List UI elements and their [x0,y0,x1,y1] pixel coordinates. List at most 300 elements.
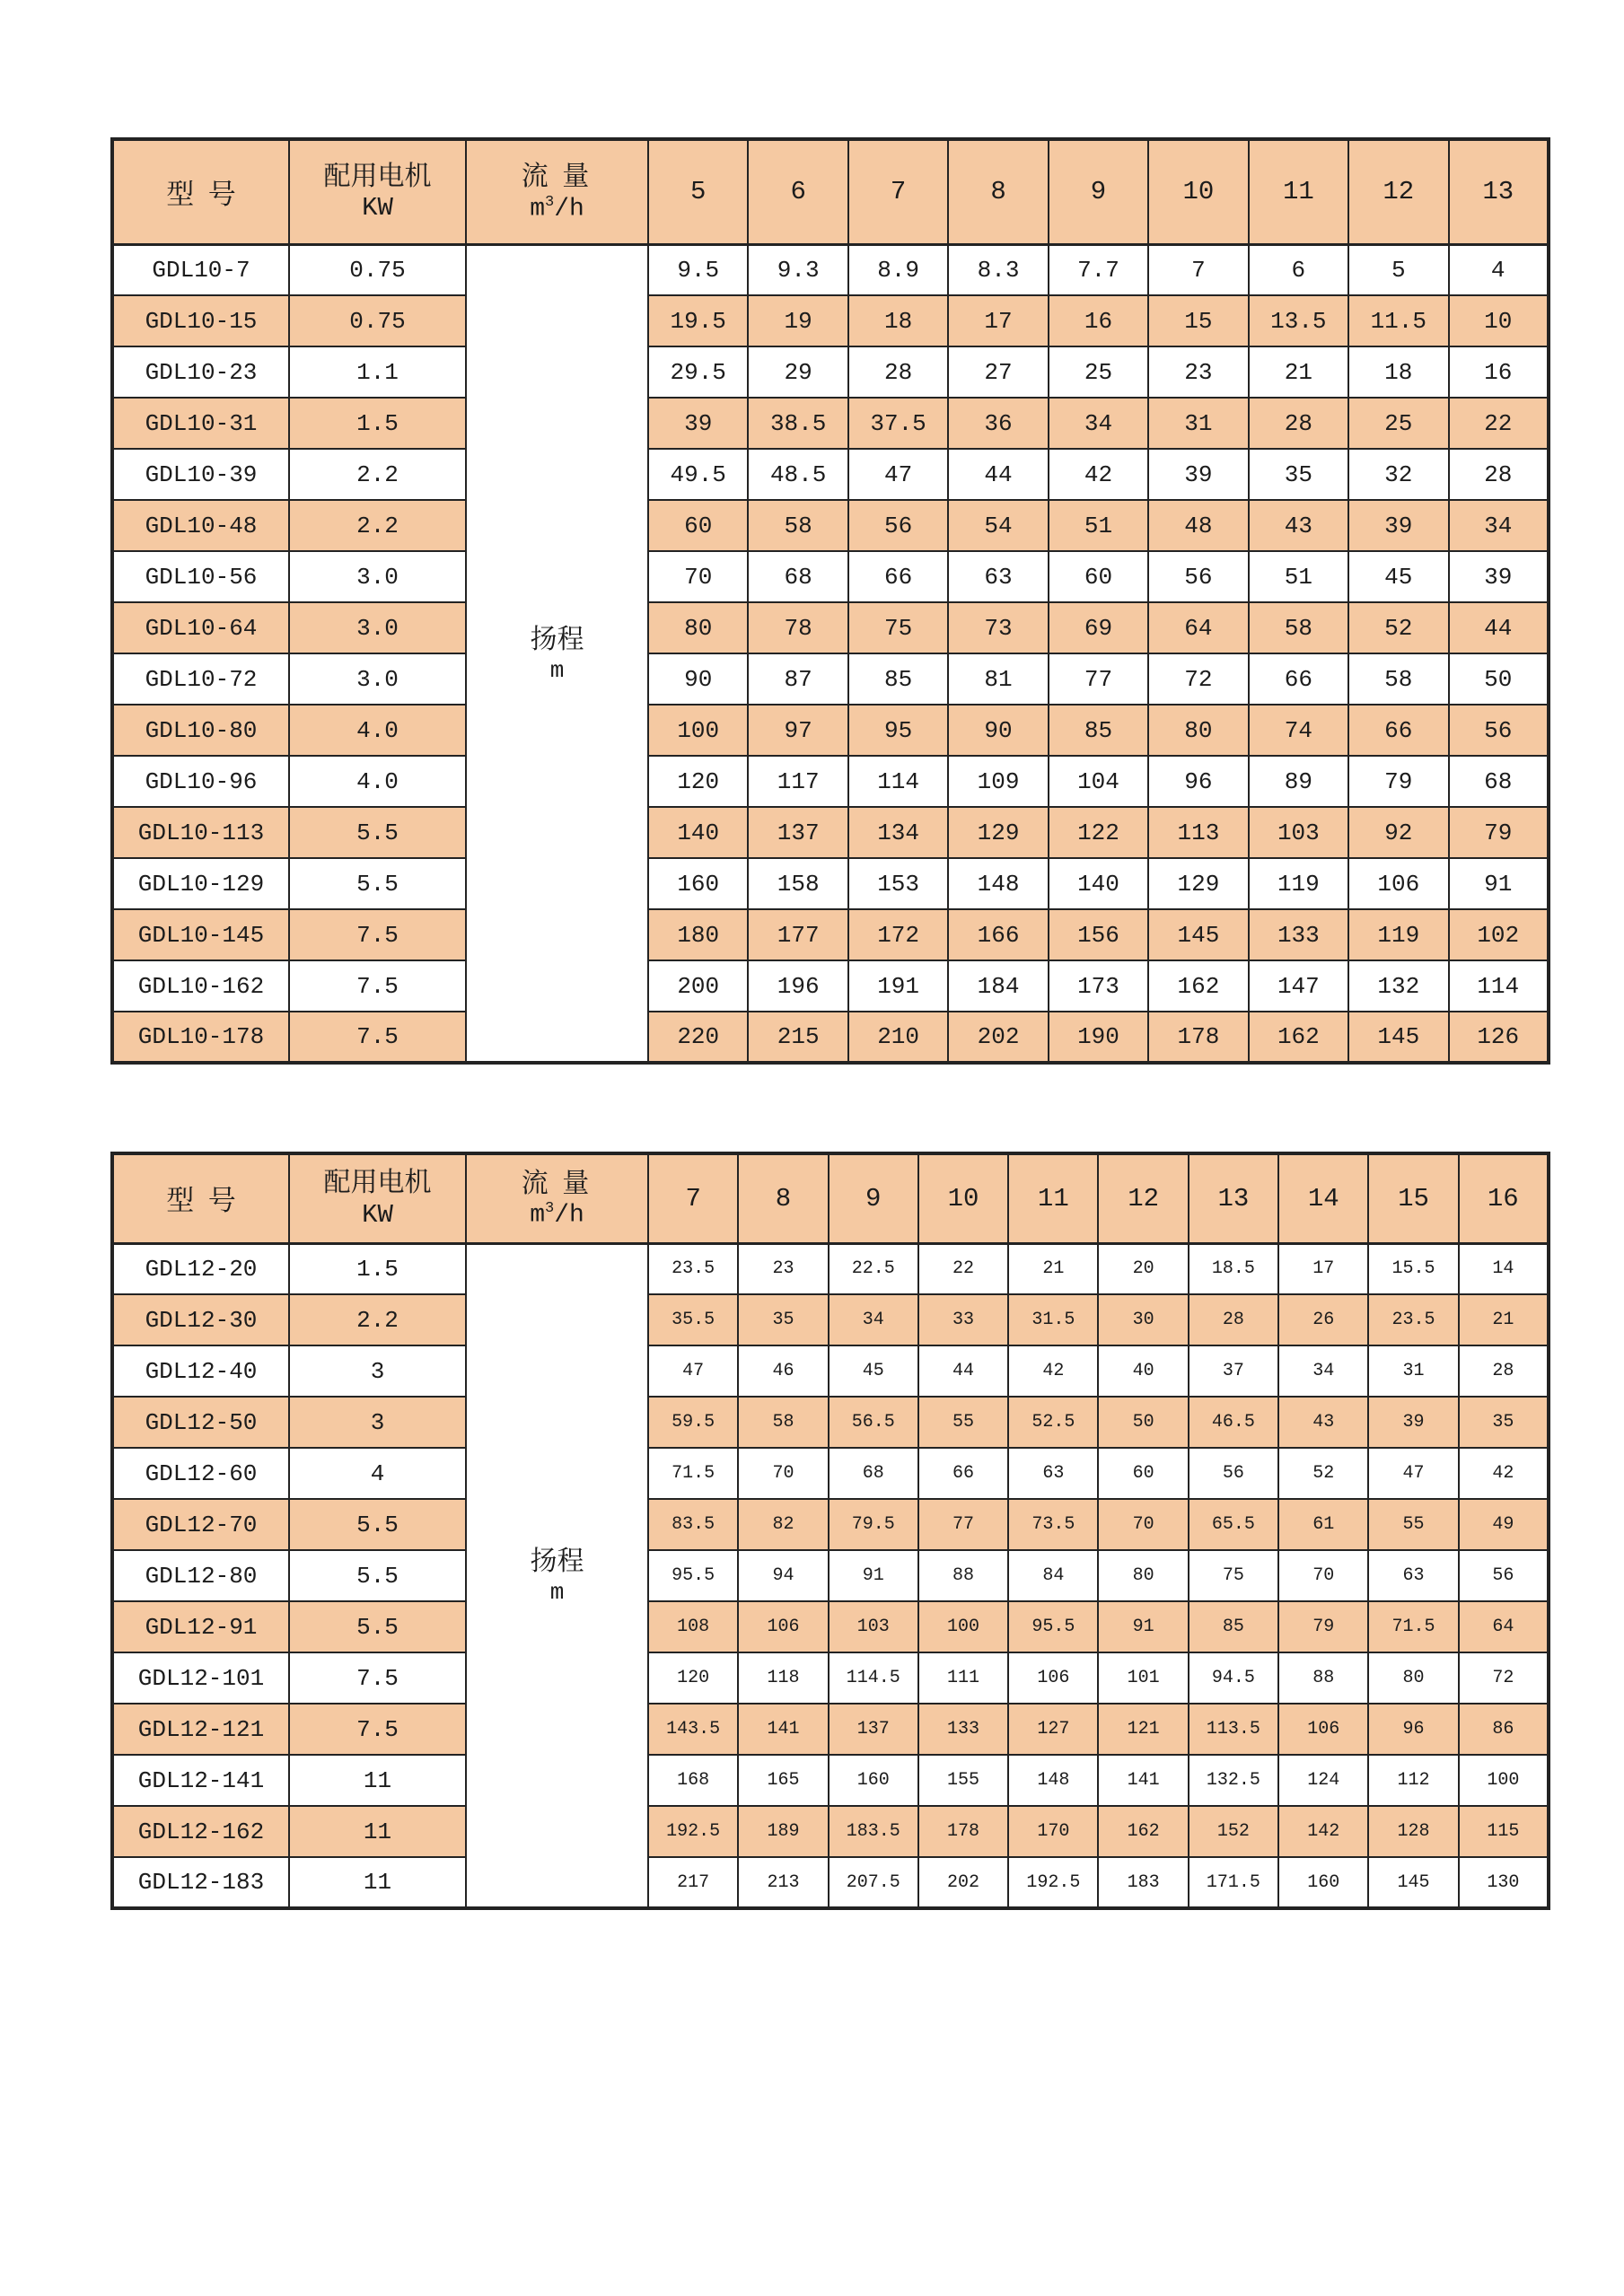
head-value-cell: 106 [1348,858,1448,909]
head-value-cell: 58 [738,1397,828,1448]
head-value-cell: 33 [918,1294,1008,1345]
head-value-cell: 64 [1148,602,1248,653]
head-value-cell: 75 [848,602,948,653]
head-value-cell: 25 [1049,346,1148,398]
head-value-cell: 160 [829,1755,918,1806]
motor-power-cell: 7.5 [289,1652,466,1704]
head-value-cell: 92 [1348,807,1448,858]
head-value-cell: 18 [848,295,948,346]
table-row [112,858,1549,909]
head-value-cell: 45 [1348,551,1448,602]
head-value-cell: 13.5 [1249,295,1348,346]
head-value-cell: 66 [918,1448,1008,1499]
head-value-cell: 40 [1098,1345,1188,1397]
model-cell: GDL10-7 [112,244,289,295]
table-row [112,1397,1549,1448]
head-value-cell: 106 [738,1601,828,1652]
head-meters-merged-cell [466,244,648,1063]
head-value-cell: 16 [1049,295,1148,346]
flow-value-column-header: 12 [1348,139,1448,244]
head-value-cell: 50 [1098,1397,1188,1448]
head-value-cell: 63 [948,551,1048,602]
head-value-cell: 132 [1348,960,1448,1012]
head-value-cell: 47 [848,449,948,500]
head-value-cell: 28 [1449,449,1549,500]
head-value-cell: 28 [1249,398,1348,449]
head-value-cell: 91 [1098,1601,1188,1652]
table-row [112,1243,1549,1294]
head-value-cell: 63 [1008,1448,1098,1499]
motor-power-cell: 1.5 [289,1243,466,1294]
head-value-cell: 91 [829,1550,918,1601]
head-value-cell: 34 [1278,1345,1368,1397]
flow-value-column-header: 7 [848,139,948,244]
head-value-cell: 124 [1278,1755,1368,1806]
head-value-cell: 91 [1449,858,1549,909]
head-value-cell: 77 [918,1499,1008,1550]
head-value-cell: 47 [648,1345,738,1397]
model-cell: GDL10-162 [112,960,289,1012]
head-value-cell: 48.5 [748,449,847,500]
head-value-cell: 130 [1459,1857,1549,1908]
head-value-cell: 89 [1249,756,1348,807]
table-row [112,1345,1549,1397]
head-value-cell: 133 [1249,909,1348,960]
head-value-cell: 162 [1098,1806,1188,1857]
head-value-cell: 60 [648,500,748,551]
table-row [112,449,1549,500]
head-value-cell: 55 [1368,1499,1458,1550]
head-value-cell: 81 [948,653,1048,705]
head-value-cell: 39 [1449,551,1549,602]
flow-value-column-header: 8 [738,1153,828,1243]
head-value-cell: 95.5 [648,1550,738,1601]
head-value-cell: 56 [1459,1550,1549,1601]
motor-power-cell: 7.5 [289,1704,466,1755]
head-value-cell: 16 [1449,346,1549,398]
head-value-cell: 173 [1049,960,1148,1012]
head-label: 扬程 [530,624,584,654]
head-value-cell: 106 [1008,1652,1098,1704]
head-value-cell: 162 [1249,1012,1348,1063]
head-value-cell: 108 [648,1601,738,1652]
motor-power-unit: KW [362,193,393,223]
motor-power-cell: 3.0 [289,551,466,602]
head-value-cell: 184 [948,960,1048,1012]
head-value-cell: 129 [1148,858,1248,909]
pump-table-gdl12 [110,1152,1550,1910]
head-value-cell: 37.5 [848,398,948,449]
head-value-cell: 42 [1008,1345,1098,1397]
flow-value-column-header: 10 [1148,139,1248,244]
head-value-cell: 70 [648,551,748,602]
head-value-cell: 114 [1449,960,1549,1012]
head-value-cell: 112 [1368,1755,1458,1806]
head-value-cell: 88 [1278,1652,1368,1704]
head-value-cell: 31 [1148,398,1248,449]
head-value-cell: 142 [1278,1806,1368,1857]
head-value-cell: 35 [1249,449,1348,500]
head-value-cell: 141 [738,1704,828,1755]
head-value-cell: 178 [918,1806,1008,1857]
head-value-cell: 82 [738,1499,828,1550]
model-cell: GDL10-145 [112,909,289,960]
head-value-cell: 35.5 [648,1294,738,1345]
head-value-cell: 11.5 [1348,295,1448,346]
head-value-cell: 100 [648,705,748,756]
table-row [112,295,1549,346]
head-value-cell: 191 [848,960,948,1012]
flow-value-column-header: 15 [1368,1153,1458,1243]
table-row [112,1448,1549,1499]
head-value-cell: 77 [1049,653,1148,705]
head-value-cell: 52.5 [1008,1397,1098,1448]
head-value-cell: 72 [1459,1652,1549,1704]
head-value-cell: 75 [1189,1550,1278,1601]
head-value-cell: 79.5 [829,1499,918,1550]
head-value-cell: 56 [1189,1448,1278,1499]
head-value-cell: 58 [1348,653,1448,705]
head-value-cell: 46.5 [1189,1397,1278,1448]
head-value-cell: 196 [748,960,847,1012]
head-value-cell: 94.5 [1189,1652,1278,1704]
head-value-cell: 32 [1348,449,1448,500]
flow-rate-column-header [466,1153,648,1243]
model-cell: GDL12-70 [112,1499,289,1550]
motor-power-cell: 7.5 [289,909,466,960]
head-value-cell: 66 [1249,653,1348,705]
motor-power-cell: 5.5 [289,1601,466,1652]
head-value-cell: 85 [1189,1601,1278,1652]
head-value-cell: 152 [1189,1806,1278,1857]
head-value-cell: 122 [1049,807,1148,858]
head-value-cell: 54 [948,500,1048,551]
head-value-cell: 145 [1348,1012,1448,1063]
table-row [112,1857,1549,1908]
head-value-cell: 114 [848,756,948,807]
head-value-cell: 121 [1098,1704,1188,1755]
head-value-cell: 80 [1148,705,1248,756]
head-value-cell: 162 [1148,960,1248,1012]
head-value-cell: 95.5 [1008,1601,1098,1652]
head-value-cell: 73 [948,602,1048,653]
head-value-cell: 180 [648,909,748,960]
head-value-cell: 119 [1249,858,1348,909]
head-value-cell: 59.5 [648,1397,738,1448]
head-value-cell: 140 [1049,858,1148,909]
head-value-cell: 42 [1459,1448,1549,1499]
head-value-cell: 45 [829,1345,918,1397]
head-value-cell: 148 [1008,1755,1098,1806]
motor-power-cell: 0.75 [289,295,466,346]
head-value-cell: 17 [948,295,1048,346]
model-cell: GDL10-31 [112,398,289,449]
head-value-cell: 56 [1449,705,1549,756]
head-value-cell: 15.5 [1368,1243,1458,1294]
head-value-cell: 47 [1368,1448,1458,1499]
head-value-cell: 69 [1049,602,1148,653]
head-value-cell: 113.5 [1189,1704,1278,1755]
head-value-cell: 137 [748,807,847,858]
head-value-cell: 200 [648,960,748,1012]
head-value-cell: 192.5 [648,1806,738,1857]
head-value-cell: 21 [1249,346,1348,398]
motor-power-cell: 1.5 [289,398,466,449]
head-value-cell: 34 [829,1294,918,1345]
head-value-cell: 49.5 [648,449,748,500]
model-cell: GDL12-91 [112,1601,289,1652]
head-value-cell: 119 [1348,909,1448,960]
head-value-cell: 84 [1008,1550,1098,1601]
table-row [112,1652,1549,1704]
head-value-cell: 95 [848,705,948,756]
motor-power-cell: 5.5 [289,807,466,858]
head-value-cell: 104 [1049,756,1148,807]
head-value-cell: 26 [1278,1294,1368,1345]
flow-rate-unit [467,1200,647,1231]
flow-value-column-header: 16 [1459,1153,1549,1243]
head-value-cell: 100 [918,1601,1008,1652]
table-row [112,551,1549,602]
flow-value-column-header: 10 [918,1153,1008,1243]
head-value-cell: 90 [948,705,1048,756]
table-row [112,807,1549,858]
table-row [112,705,1549,756]
motor-power-column-header [289,1153,466,1243]
head-value-cell: 23 [738,1243,828,1294]
head-value-cell: 143.5 [648,1704,738,1755]
table-row [112,960,1549,1012]
head-value-cell: 14 [1459,1243,1549,1294]
head-value-cell: 85 [848,653,948,705]
head-value-cell: 5 [1348,244,1448,295]
head-value-cell: 68 [829,1448,918,1499]
model-cell: GDL12-20 [112,1243,289,1294]
model-cell: GDL10-23 [112,346,289,398]
head-value-cell: 217 [648,1857,738,1908]
head-value-cell: 17 [1278,1243,1368,1294]
head-value-cell: 71.5 [648,1448,738,1499]
head-value-cell: 65.5 [1189,1499,1278,1550]
head-value-cell: 168 [648,1755,738,1806]
head-value-cell: 28 [1189,1294,1278,1345]
head-value-cell: 34 [1049,398,1148,449]
head-value-cell: 31.5 [1008,1294,1098,1345]
head-value-cell: 133 [918,1704,1008,1755]
head-value-cell: 137 [829,1704,918,1755]
head-value-cell: 21 [1459,1294,1549,1345]
model-column-header [112,139,289,244]
head-value-cell: 68 [1449,756,1549,807]
head-value-cell: 56 [1148,551,1248,602]
motor-power-cell: 11 [289,1857,466,1908]
head-value-cell: 71.5 [1368,1601,1458,1652]
head-value-cell: 117 [748,756,847,807]
model-cell: GDL10-39 [112,449,289,500]
head-value-cell: 8.3 [948,244,1048,295]
head-value-cell: 220 [648,1012,748,1063]
head-value-cell: 70 [1278,1550,1368,1601]
head-value-cell: 83.5 [648,1499,738,1550]
head-value-cell: 22 [1449,398,1549,449]
head-value-cell: 72 [1148,653,1248,705]
head-value-cell: 96 [1148,756,1248,807]
head-value-cell: 153 [848,858,948,909]
head-value-cell: 97 [748,705,847,756]
header-row [112,139,1549,244]
head-value-cell: 160 [1278,1857,1368,1908]
head-value-cell: 178 [1148,1012,1248,1063]
head-value-cell: 44 [1449,602,1549,653]
head-value-cell: 132.5 [1189,1755,1278,1806]
head-value-cell: 109 [948,756,1048,807]
model-column-label: 型 号 [166,178,236,210]
head-value-cell: 31 [1368,1345,1458,1397]
head-value-cell: 61 [1278,1499,1368,1550]
head-value-cell: 18.5 [1189,1243,1278,1294]
flow-value-column-header: 7 [648,1153,738,1243]
head-value-cell: 7 [1148,244,1248,295]
head-value-cell: 120 [648,1652,738,1704]
head-value-cell: 8.9 [848,244,948,295]
motor-power-label: 配用电机 [323,1168,432,1198]
head-value-cell: 171.5 [1189,1857,1278,1908]
flow-rate-unit [467,194,647,224]
motor-power-cell: 7.5 [289,960,466,1012]
head-value-cell: 155 [918,1755,1008,1806]
head-value-cell: 141 [1098,1755,1188,1806]
table-row [112,1550,1549,1601]
model-cell: GDL12-162 [112,1806,289,1857]
head-value-cell: 46 [738,1345,828,1397]
flow-unit-exponent: 3 [545,193,555,211]
head-value-cell: 160 [648,858,748,909]
model-cell: GDL10-113 [112,807,289,858]
head-value-cell: 134 [848,807,948,858]
head-value-cell: 36 [948,398,1048,449]
head-value-cell: 44 [948,449,1048,500]
table-row [112,602,1549,653]
head-value-cell: 202 [918,1857,1008,1908]
table-row [112,1012,1549,1063]
flow-value-column-header: 11 [1249,139,1348,244]
head-value-cell: 51 [1249,551,1348,602]
head-value-cell: 60 [1098,1448,1188,1499]
head-value-cell: 190 [1049,1012,1148,1063]
head-value-cell: 42 [1049,449,1148,500]
head-value-cell: 158 [748,858,847,909]
model-cell: GDL12-101 [112,1652,289,1704]
flow-unit-base: m [530,194,545,223]
model-cell: GDL12-30 [112,1294,289,1345]
motor-power-cell: 5.5 [289,858,466,909]
head-unit: m [549,656,565,684]
head-value-cell: 106 [1278,1704,1368,1755]
head-value-cell: 49 [1459,1499,1549,1550]
head-value-cell: 44 [918,1345,1008,1397]
head-value-cell: 27 [948,346,1048,398]
table-row [112,244,1549,295]
head-value-cell: 79 [1278,1601,1368,1652]
motor-power-cell: 2.2 [289,500,466,551]
head-value-cell: 10 [1449,295,1549,346]
head-value-cell: 120 [648,756,748,807]
head-value-cell: 79 [1449,807,1549,858]
head-value-cell: 9.5 [648,244,748,295]
flow-value-column-header: 5 [648,139,748,244]
head-value-cell: 80 [1368,1652,1458,1704]
model-cell: GDL12-183 [112,1857,289,1908]
flow-rate-column-header [466,139,648,244]
head-value-cell: 39 [1148,449,1248,500]
head-value-cell: 156 [1049,909,1148,960]
head-value-cell: 210 [848,1012,948,1063]
head-value-cell: 74 [1249,705,1348,756]
head-value-cell: 63 [1368,1550,1458,1601]
head-value-cell: 56 [848,500,948,551]
head-value-cell: 7.7 [1049,244,1148,295]
head-value-cell: 126 [1449,1012,1549,1063]
model-cell: GDL10-15 [112,295,289,346]
motor-power-column-header [289,139,466,244]
head-value-cell: 39 [648,398,748,449]
motor-power-cell: 2.2 [289,449,466,500]
head-value-cell: 43 [1249,500,1348,551]
head-value-cell: 78 [748,602,847,653]
head-value-cell: 48 [1148,500,1248,551]
head-value-cell: 70 [1098,1499,1188,1550]
motor-power-cell: 4 [289,1448,466,1499]
model-cell: GDL12-141 [112,1755,289,1806]
model-cell: GDL12-60 [112,1448,289,1499]
head-value-cell: 38.5 [748,398,847,449]
table-row [112,756,1549,807]
head-value-cell: 103 [1249,807,1348,858]
head-value-cell: 29 [748,346,847,398]
head-value-cell: 94 [738,1550,828,1601]
table-row [112,1806,1549,1857]
table-row [112,909,1549,960]
model-cell: GDL12-121 [112,1704,289,1755]
head-value-cell: 129 [948,807,1048,858]
head-value-cell: 35 [738,1294,828,1345]
motor-power-cell: 2.2 [289,1294,466,1345]
flow-unit-base: m [530,1201,545,1230]
model-cell: GDL10-96 [112,756,289,807]
head-value-cell: 22 [918,1243,1008,1294]
table-row [112,1499,1549,1550]
head-value-cell: 88 [918,1550,1008,1601]
head-value-cell: 39 [1348,500,1448,551]
head-value-cell: 192.5 [1008,1857,1098,1908]
motor-power-cell: 11 [289,1755,466,1806]
model-cell: GDL10-48 [112,500,289,551]
model-cell: GDL12-80 [112,1550,289,1601]
head-value-cell: 25 [1348,398,1448,449]
head-value-cell: 52 [1278,1448,1368,1499]
flow-rate-label: 流 量 [521,1168,593,1198]
head-value-cell: 58 [1249,602,1348,653]
motor-power-cell: 3 [289,1345,466,1397]
head-value-cell: 170 [1008,1806,1098,1857]
head-value-cell: 177 [748,909,847,960]
table-row [112,1704,1549,1755]
model-cell: GDL12-50 [112,1397,289,1448]
flow-unit-rest: /h [554,194,584,223]
head-value-cell: 140 [648,807,748,858]
head-value-cell: 55 [918,1397,1008,1448]
head-value-cell: 68 [748,551,847,602]
